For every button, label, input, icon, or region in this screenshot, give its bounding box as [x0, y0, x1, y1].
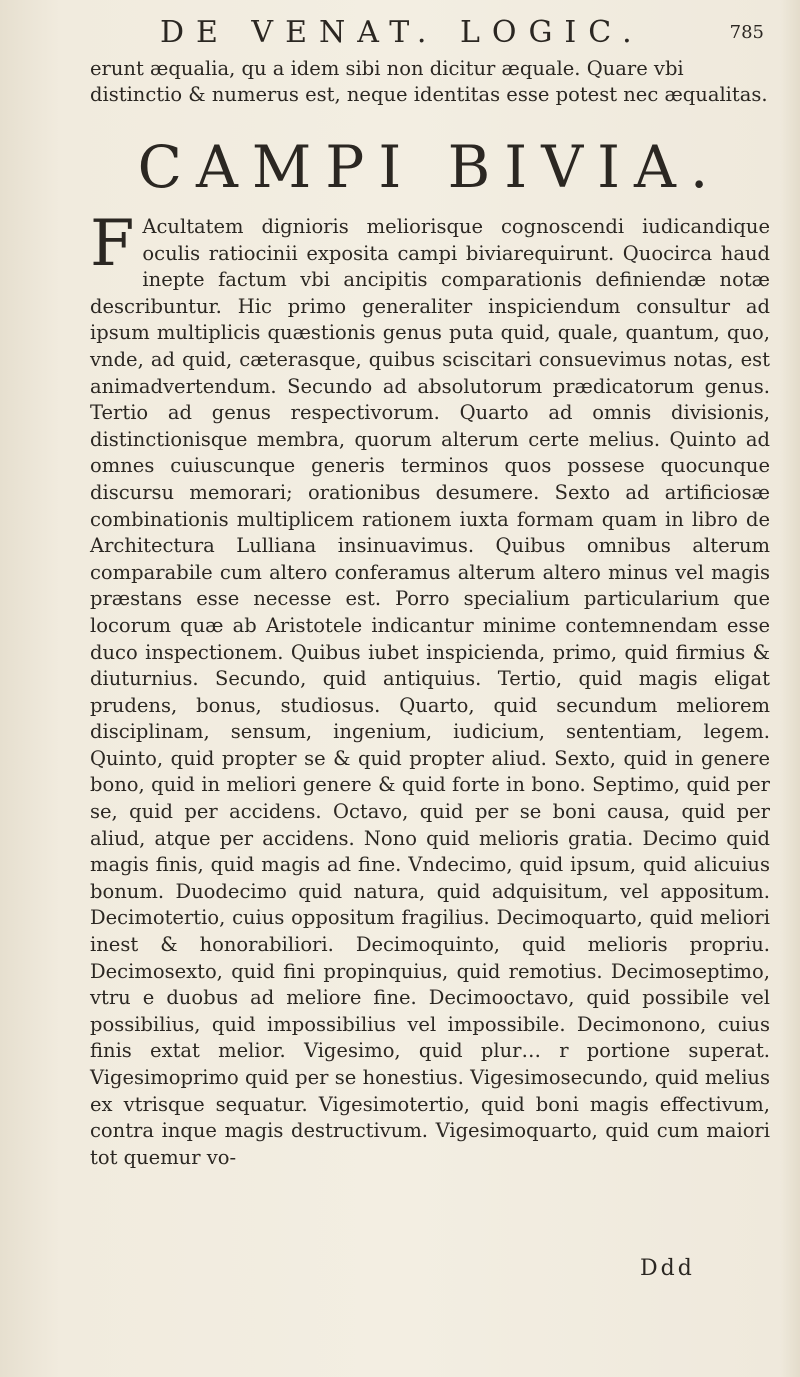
body-text: Acultatem dignioris meliorisque cognoscendi iudicandique oculis ratiocinii exposita campi biviarequirunt. Quocirca haud inepte factum vbi ancipitis comparationis definiendæ notæ describuntur. Hic primo generaliter inspiciendum consultur ad ipsum multiplicis quæstionis genus puta quid, quale, quantum, quo, vnde, ad quid, cæterasque, quibus sciscitari consuevimus notas, est animadvertendum. Secundo ad absolutorum prædicatorum genus. Tertio ad genus respectivorum. Quarto ad omnis divisionis, distinctionisque membra, quorum alterum certe melius. Quinto ad omnes cuiuscunque generis terminos quos possese quocunque discursu memorari; orationibus desumere. Sexto ad artificiosæ combinationis multiplicem rationem iuxta formam quam in libro de Architectura Lulliana insinuavimus. Quibus omnibus alterum comparabile cum altero conferamus alterum altero minus vel magis præstans esse necesse est. Porro specialium particularium que locorum quæ ab Aristotele indicantur minime contemnendam esse duco inspectionem. Quibus iubet inspicienda, primo, quid firmius & diuturnius. Secundo, quid antiquius. Tertio, quid magis eligat prudens, bonus, studiosus. Quarto, quid secundum meliorem disciplinam, sensum, ingenium, iudicium, sententiam, legem. Quinto, quid propter se & quid propter aliud. Sexto, quid in genere bono, quid in meliori genere & quid forte in bono. Septimo, quid per se, quid per accidens. Octavo, quid per se boni causa, quid per aliud, atque per accidens. Nono quid melioris gratia. Decimo quid magis finis, quid magis ad fine. Vndecimo, quid ipsum, quid alicuius bonum. Duodecimo quid natura, quid adquisitum, vel appositum. Decimotertio, cuius oppositum fragilius. Decimoquarto, quid meliori inest & honorabiliori. Decimoquinto, quid melioris propriu. Decimosexto, quid fini propinquius, quid remotius. Decimoseptimo, vtru e duobus ad meliore fine. Decimooctavo, quid possibile vel possibilius, quid impossibilius vel impossibile. Decimonono, cuius finis extat melior. Vigesimo, quid plur… r portione superat. Vigesimoprimo quid per se honestius. Vigesimosecundo, quid melius ex vtrisque sequatur. Vigesimotertio, quid boni magis effectivum, contra inque magis destructivum. Vigesimoquarto, quid cum maiori tot quemur vo- — [90, 215, 770, 1169]
signature-mark: Ddd — [640, 1256, 695, 1281]
drop-cap: F — [90, 207, 135, 281]
intro-paragraph: erunt æqualia, qu a idem sibi non dicitur æquale. Quare vbi distinctio & numerus est, neque identitas esse potest nec æqualitas. — [90, 57, 768, 106]
page-number: 785 — [729, 21, 764, 43]
running-header — [84, 12, 764, 52]
section-title: CAMPI BIVIA. — [137, 133, 723, 201]
body-paragraph — [90, 207, 770, 1171]
running-title: DE VENAT. LOGIC. — [159, 14, 644, 50]
